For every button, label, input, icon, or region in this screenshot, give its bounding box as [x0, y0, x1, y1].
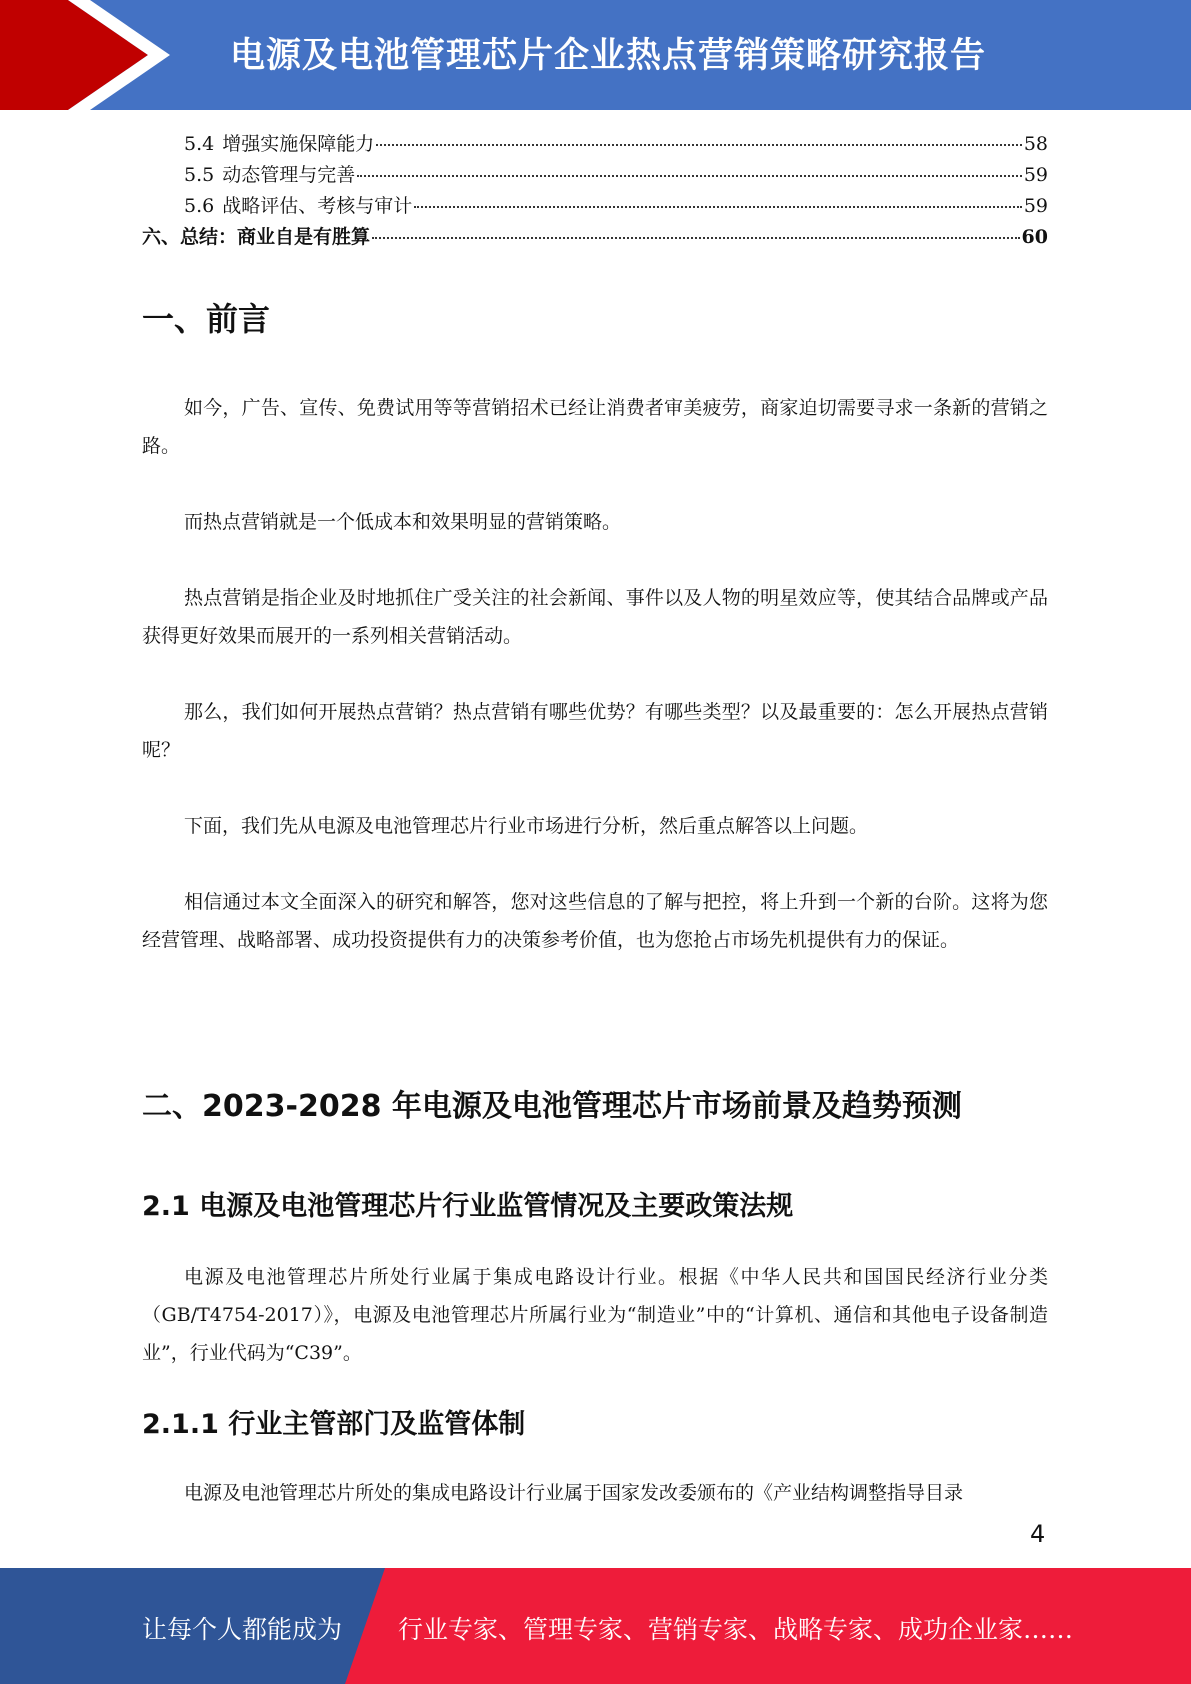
toc-entry-page: 59	[1023, 164, 1048, 186]
toc-entry[interactable]	[142, 129, 1048, 160]
toc-entry-number: 5.5	[184, 164, 215, 186]
subsection-heading: 2.1.1 行业主管部门及监管体制	[142, 1409, 526, 1440]
body-paragraph: 那么，我们如何开展热点营销？热点营销有哪些优势？有哪些类型？以及最重要的：怎么开展热点营销呢？	[142, 701, 1048, 761]
body-paragraph: 相信通过本文全面深入的研究和解答，您对这些信息的了解与把控，将上升到一个新的台阶。这将为您经营管理、战略部署、成功投资提供有力的决策参考价值，也为您抢占市场先机提供有力的保证。	[142, 891, 1048, 951]
toc-entry[interactable]	[142, 191, 1048, 222]
section-heading-market-outlook: 二、2023-2028 年电源及电池管理芯片市场前景及趋势预测	[142, 1089, 962, 1124]
toc-leader-dots	[372, 237, 1020, 239]
body-paragraph: 电源及电池管理芯片所处行业属于集成电路设计行业。根据《中华人民共和国国民经济行业分类（GB/T4754-2017）》，电源及电池管理芯片所属行业为“制造业”中的“计算机、通信和其他电子设备制造业”，行业代码为“C39”。	[142, 1266, 1048, 1364]
page-footer	[0, 1568, 1191, 1684]
toc-entry-page: 60	[1021, 226, 1048, 248]
toc-entry[interactable]	[142, 222, 1048, 253]
toc-entry-title: 增强实施保障能力	[222, 133, 375, 155]
toc-leader-dots	[414, 206, 1022, 208]
toc-entry-title: 六、总结：商业自是有胜算	[142, 226, 371, 248]
page-header	[0, 0, 1191, 110]
subsection-heading: 2.1 电源及电池管理芯片行业监管情况及主要政策法规	[142, 1191, 794, 1222]
body-paragraph: 电源及电池管理芯片所处的集成电路设计行业属于国家发改委颁布的《产业结构调整指导目录	[184, 1482, 964, 1504]
toc-entry-page: 59	[1023, 195, 1048, 217]
footer-slogan-right: 行业专家、管理专家、营销专家、战略专家、成功企业家……	[398, 1615, 1074, 1644]
toc-entry-title: 战略评估、考核与审计	[222, 195, 413, 217]
footer-slogan-left: 让每个人都能成为	[142, 1615, 343, 1644]
page-number: 4	[1030, 1520, 1046, 1548]
toc-entry-title: 动态管理与完善	[222, 164, 356, 186]
toc-entry-page: 58	[1023, 133, 1048, 155]
toc-leader-dots	[357, 175, 1022, 177]
body-paragraph: 而热点营销就是一个低成本和效果明显的营销策略。	[184, 511, 622, 533]
body-paragraph: 如今，广告、宣传、免费试用等等营销招术已经让消费者审美疲劳，商家迫切需要寻求一条新的营销之路。	[142, 397, 1048, 457]
body-paragraph: 下面，我们先从电源及电池管理芯片行业市场进行分析，然后重点解答以上问题。	[184, 815, 869, 837]
toc-entry-number: 5.6	[184, 195, 215, 217]
body-paragraph: 热点营销是指企业及时地抓住广受关注的社会新闻、事件以及人物的明星效应等，使其结合品牌或产品获得更好效果而展开的一系列相关营销活动。	[142, 587, 1048, 647]
section-heading-preface: 一、前言	[142, 300, 271, 338]
toc-entry-number: 5.4	[184, 133, 215, 155]
header-title: 电源及电池管理芯片企业热点营销策略研究报告	[230, 36, 987, 76]
toc-leader-dots	[376, 144, 1022, 146]
table-of-contents	[142, 129, 1048, 253]
toc-entry[interactable]	[142, 160, 1048, 191]
